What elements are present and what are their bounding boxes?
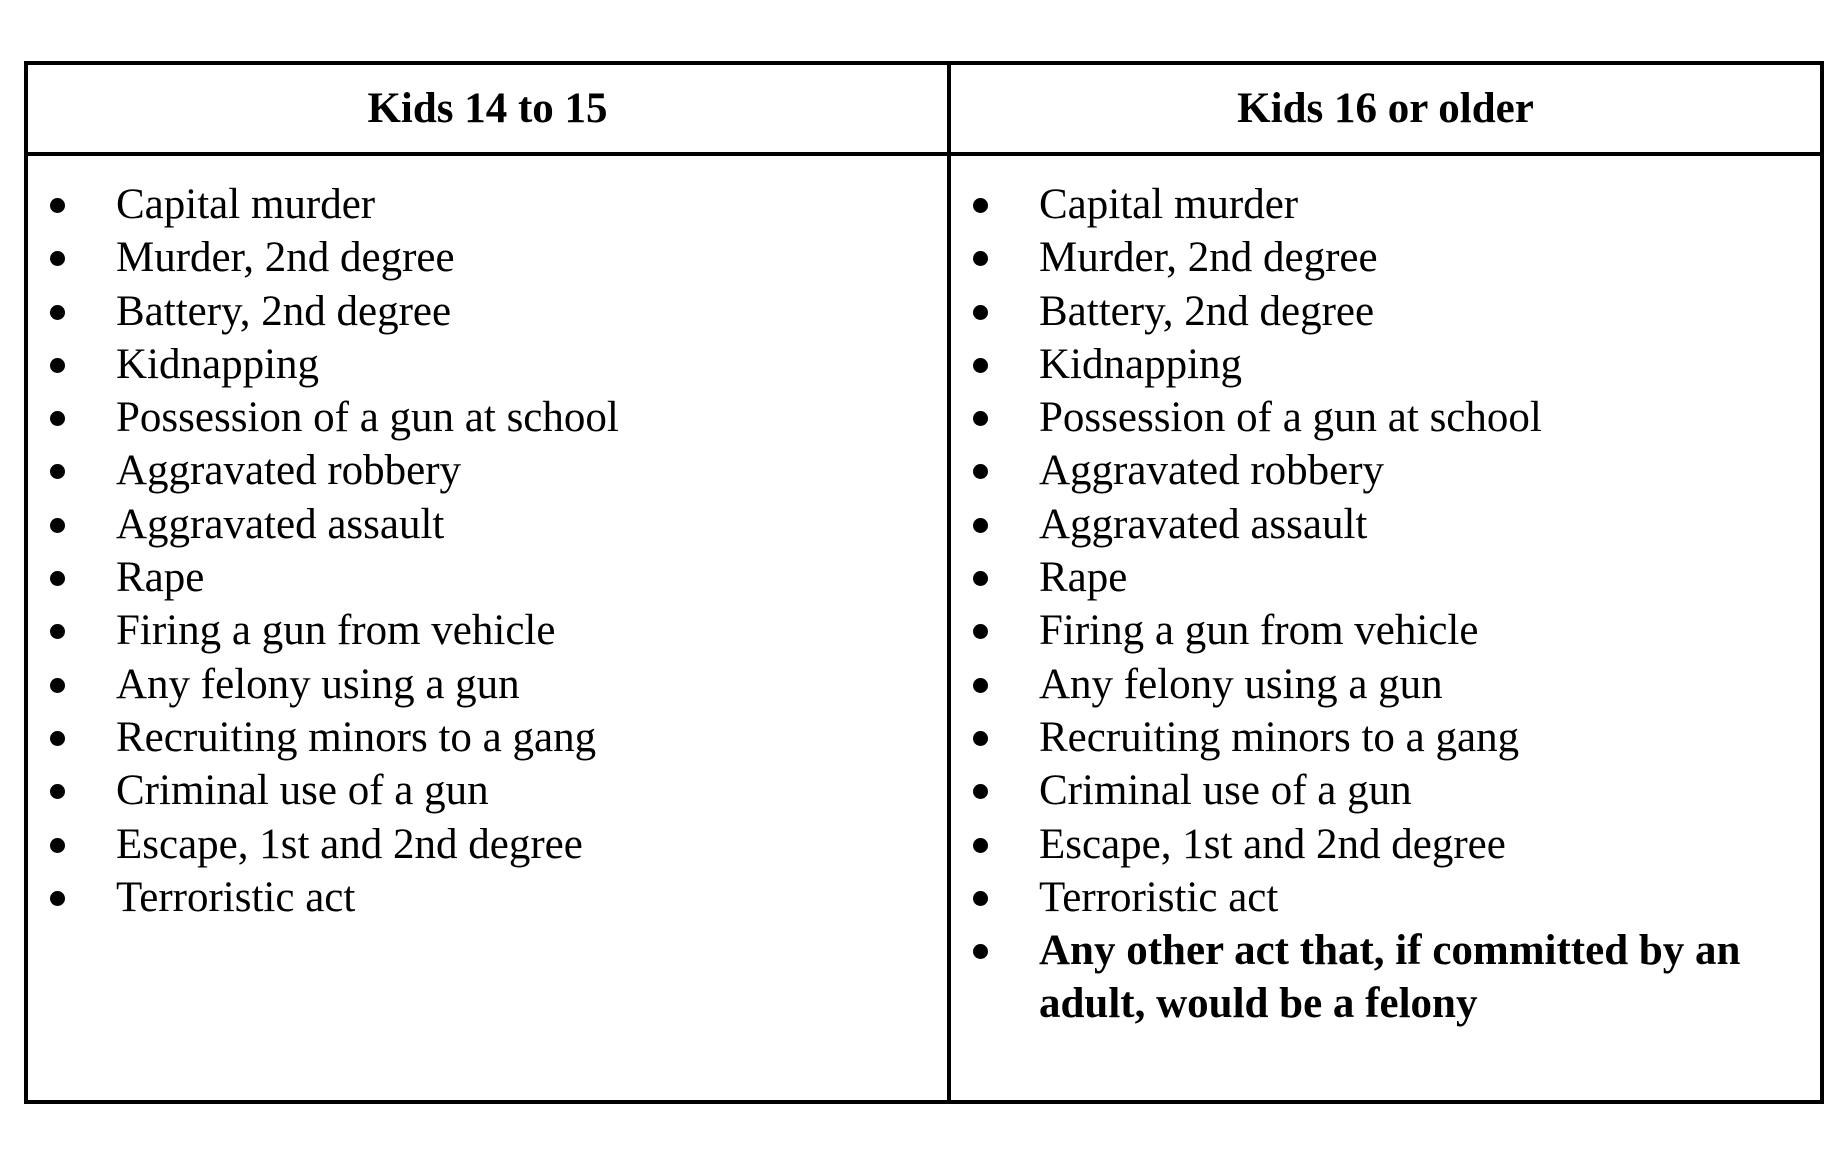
- list-item-text: Battery, 2nd degree: [1039, 287, 1375, 335]
- list-item: [951, 551, 1820, 604]
- list-item-text: Any felony using a gun: [116, 660, 520, 708]
- list-item-text: Criminal use of a gun: [116, 767, 489, 815]
- list-item-text: Capital murder: [116, 181, 376, 228]
- list-item: [951, 444, 1820, 497]
- bullet-icon: [973, 838, 988, 853]
- list-item: [951, 871, 1820, 924]
- list-item: [28, 285, 947, 338]
- list-item-text: Kidnapping: [116, 340, 320, 388]
- bullet-icon: [973, 305, 988, 320]
- bullet-icon: [973, 678, 988, 693]
- offense-list-kids-14-to-15: [28, 156, 947, 924]
- list-item-text: Recruiting minors to a gang: [1039, 713, 1520, 761]
- list-item: [951, 818, 1820, 871]
- list-item: [28, 871, 947, 924]
- offense-list-kids-16-or-older: [951, 156, 1820, 1031]
- cell-kids-14-to-15: [26, 154, 949, 1102]
- cell-kids-16-or-older: [949, 154, 1822, 1102]
- list-item: [28, 658, 947, 711]
- bullet-icon: [973, 944, 988, 959]
- list-item-text: Firing a gun from vehicle: [116, 607, 556, 655]
- list-item: [951, 338, 1820, 391]
- list-item: [28, 711, 947, 764]
- bullet-icon: [973, 731, 988, 746]
- list-item-text: Escape, 1st and 2nd degree: [1039, 820, 1506, 868]
- list-item: [28, 444, 947, 497]
- list-item: [28, 391, 947, 444]
- bullet-icon: [50, 891, 65, 906]
- list-item: [28, 764, 947, 817]
- bullet-icon: [50, 624, 65, 639]
- list-item-text: Kidnapping: [1039, 340, 1243, 388]
- list-item: [28, 551, 947, 604]
- bullet-icon: [973, 784, 988, 799]
- list-item: [951, 391, 1820, 444]
- list-item-text: Murder, 2nd degree: [1039, 234, 1378, 282]
- list-item-text: Criminal use of a gun: [1039, 767, 1412, 815]
- bullet-icon: [973, 571, 988, 586]
- bullet-icon: [973, 411, 988, 426]
- list-item-text: Murder, 2nd degree: [116, 234, 455, 282]
- list-item: [28, 604, 947, 657]
- list-item: [28, 818, 947, 871]
- bullet-icon: [973, 518, 988, 533]
- header-row: [26, 63, 1822, 154]
- list-item-text: Rape: [116, 554, 205, 602]
- bullet-icon: [50, 838, 65, 853]
- list-item-text: Terroristic act: [116, 873, 356, 921]
- column-header-kids-14-to-15: Kids 14 to 15: [26, 63, 949, 154]
- body-row: [26, 154, 1822, 1102]
- bullet-icon: [973, 624, 988, 639]
- offense-table: [24, 61, 1824, 1104]
- bullet-icon: [50, 678, 65, 693]
- list-item-text: Rape: [1039, 554, 1128, 602]
- list-item-text: Firing a gun from vehicle: [1039, 607, 1479, 655]
- list-item: [28, 338, 947, 391]
- list-item: [951, 231, 1820, 284]
- bullet-icon: [50, 518, 65, 533]
- list-item-text: Aggravated assault: [1039, 500, 1368, 548]
- list-item-text: Any felony using a gun: [1039, 660, 1443, 708]
- list-item-text: Possession of a gun at school: [116, 394, 619, 442]
- list-item: [28, 231, 947, 284]
- list-item-text: Aggravated assault: [116, 500, 445, 548]
- list-item: [951, 924, 1820, 1031]
- list-item: [951, 285, 1820, 338]
- bullet-icon: [50, 464, 65, 479]
- bullet-icon: [50, 571, 65, 586]
- list-item: [951, 178, 1820, 231]
- list-item-text: Aggravated robbery: [1039, 447, 1385, 495]
- bullet-icon: [50, 251, 65, 266]
- list-item: [28, 498, 947, 551]
- list-item: [28, 178, 947, 231]
- list-item-text: Terroristic act: [1039, 873, 1279, 921]
- bullet-icon: [50, 731, 65, 746]
- list-item: [951, 711, 1820, 764]
- bullet-icon: [50, 198, 65, 213]
- list-item-text: Battery, 2nd degree: [116, 287, 452, 335]
- list-item-text: Escape, 1st and 2nd degree: [116, 820, 583, 868]
- bullet-icon: [973, 251, 988, 266]
- list-item-text: Recruiting minors to a gang: [116, 713, 597, 761]
- list-item-text: Any other act that, if committed by an adult, would be a felony: [1039, 927, 1741, 1028]
- list-item-text: Capital murder: [1039, 181, 1299, 228]
- bullet-icon: [50, 305, 65, 320]
- bullet-icon: [973, 464, 988, 479]
- list-item-text: Aggravated robbery: [116, 447, 462, 495]
- bullet-icon: [973, 891, 988, 906]
- list-item: [951, 498, 1820, 551]
- list-item-text: Possession of a gun at school: [1039, 394, 1542, 442]
- list-item: [951, 658, 1820, 711]
- bullet-icon: [973, 198, 988, 213]
- bullet-icon: [50, 784, 65, 799]
- column-header-kids-16-or-older: Kids 16 or older: [949, 63, 1822, 154]
- bullet-icon: [973, 358, 988, 373]
- bullet-icon: [50, 411, 65, 426]
- list-item: [951, 604, 1820, 657]
- bullet-icon: [50, 358, 65, 373]
- list-item: [951, 764, 1820, 817]
